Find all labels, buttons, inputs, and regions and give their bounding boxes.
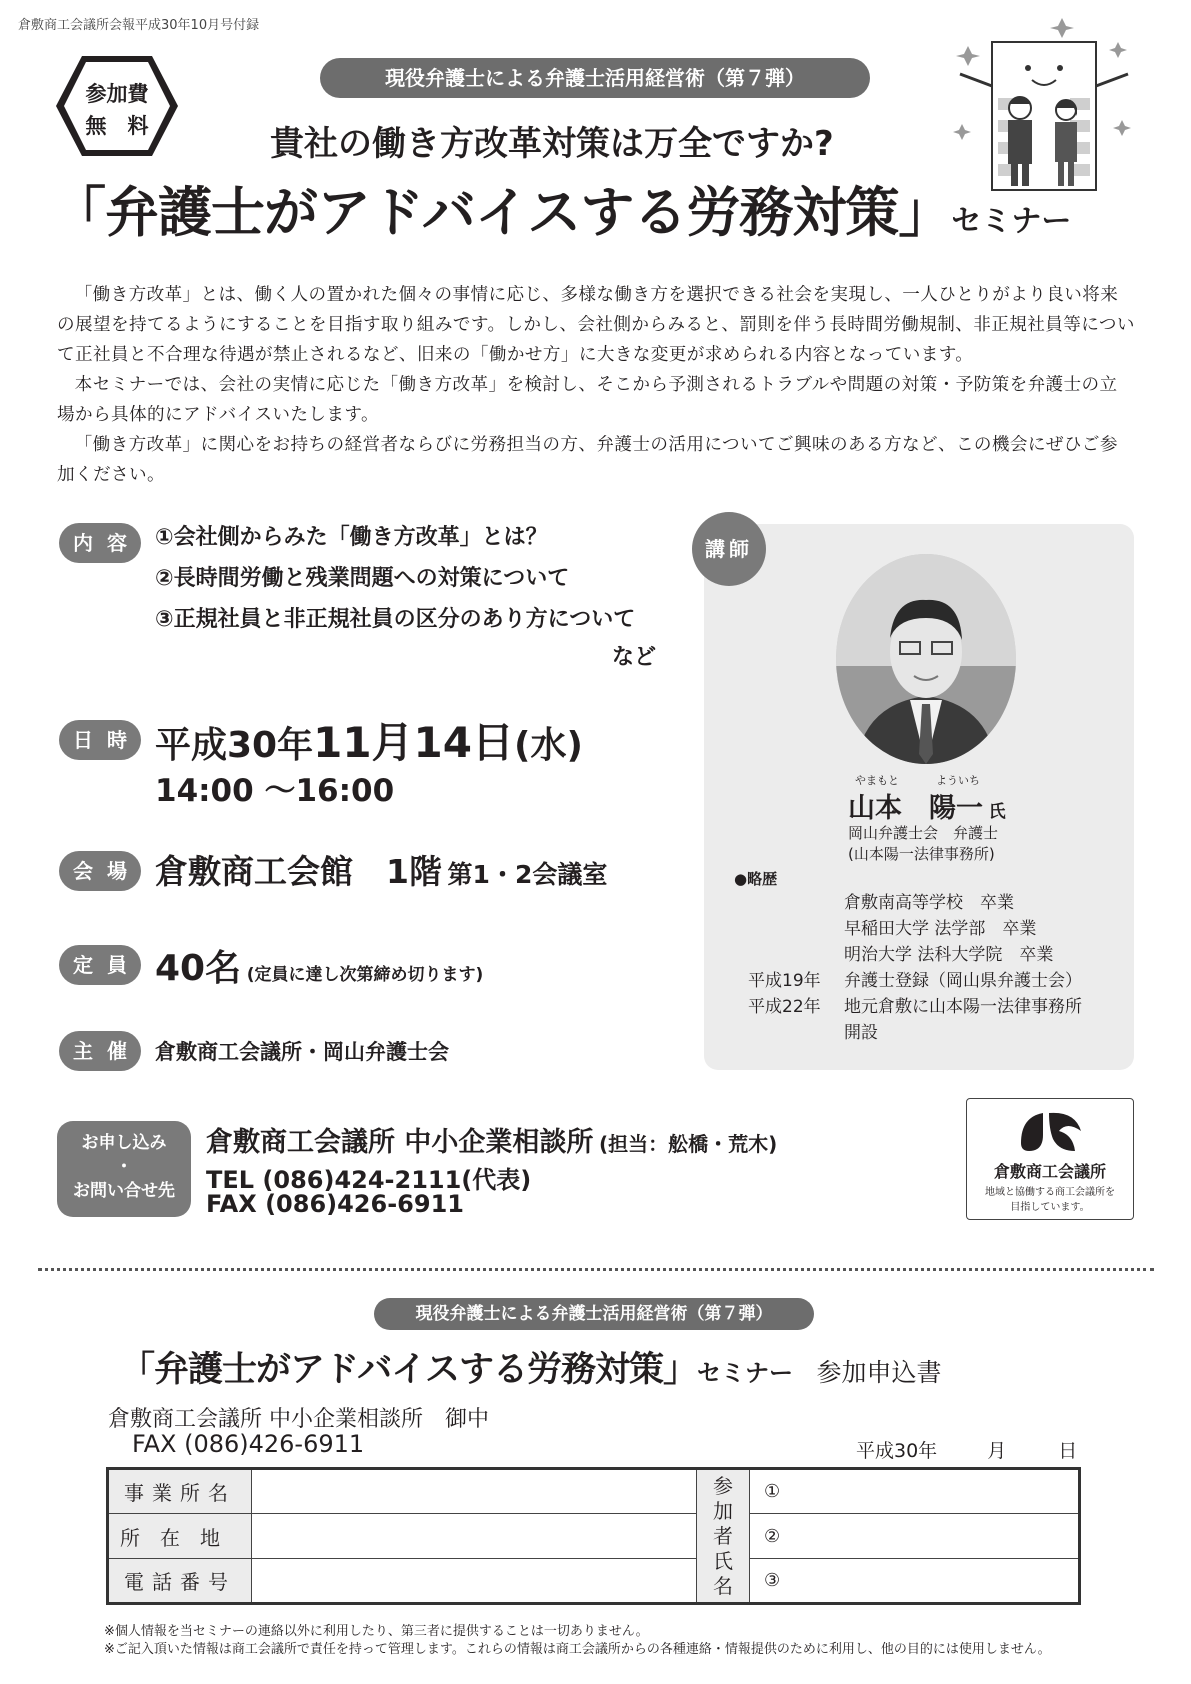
subtitle: 貴社の働き方改革対策は万全ですか? — [270, 124, 834, 164]
capacity — [155, 940, 483, 991]
content-item-1: ①会社側からみた「働き方改革」とは？ — [155, 525, 548, 550]
phone-field[interactable] — [252, 1559, 697, 1604]
badge-line2: 無 料 — [85, 114, 149, 138]
lecturer-ruby-family: やまもと — [855, 774, 899, 787]
row-label-address: 所在地 — [108, 1514, 252, 1559]
business-people-illustration — [950, 16, 1140, 196]
title-suffix: セミナー — [951, 204, 1072, 239]
application-form-table — [106, 1467, 1081, 1605]
chamber-logo-icon — [1015, 1107, 1087, 1155]
event-time: 14:00 ～16:00 — [155, 773, 395, 809]
intro-paragraph-1: 「働き方改革」とは、働く人の置かれた個々の事情に応じ、多様な働き方を選択できる社会を実現し、一人ひとりがより良い将来の展望を持てるようにすることを目指す取り組みです。しかし、会社側からみると、罰則を伴う長時間労働規制、非正規社員等について正社員と不合理な待遇が禁止されるなど、旧来の「働かせ方」に大きな変更が求められる内容となっています。 — [57, 285, 1135, 365]
venue-place: 倉敷商工会館 1階 — [155, 852, 442, 891]
career-row: 明治大学 法科大学院 卒業 — [844, 945, 1054, 965]
free-badge — [56, 56, 178, 156]
contact-org: 倉敷商工会議所 中小企業相談所 (担当：舩橋・荒木) — [206, 1127, 778, 1158]
organizer-value: 倉敷商工会議所・岡山弁護士会 — [155, 1040, 449, 1064]
address-field[interactable] — [252, 1514, 697, 1559]
page-title — [52, 170, 1071, 247]
privacy-note-1: ※個人情報を当セミナーの連絡以外に利用したり、第三者に提供することは一切ありません。 — [104, 1624, 649, 1639]
title-main: 「弁護士がアドバイスする労務対策」 — [52, 181, 952, 244]
content-item-2: ②長時間労働と残業問題への対策について — [155, 566, 570, 591]
lecturer-label: 講師 — [692, 512, 766, 586]
venue-room: 第1・2会議室 — [447, 860, 608, 889]
lecturer-photo — [836, 554, 1016, 764]
contact-fax: FAX (086)426-6911 — [206, 1190, 464, 1218]
lecturer-ruby-given: よういち — [936, 774, 980, 787]
form-title: 「弁護士がアドバイスする労務対策」セミナー 参加申込書 — [120, 1350, 942, 1390]
form-to-line: 倉敷商工会議所 中小企業相談所 御中 — [108, 1407, 489, 1432]
supplement-note: 倉敷商工会議所会報平成30年10月号付録 — [18, 18, 260, 33]
participant-field-2[interactable]: ② — [750, 1514, 1080, 1559]
venue — [155, 846, 607, 893]
lecturer-affiliation1: 岡山弁護士会 弁護士 — [848, 824, 999, 842]
datetime-label: 日時 — [59, 720, 141, 760]
date-weekday: (水) — [514, 725, 583, 766]
form-fax-line: FAX (086)426-6911 — [132, 1430, 365, 1458]
row-label-phone: 電話番号 — [108, 1559, 252, 1604]
venue-label: 会場 — [59, 851, 141, 891]
contact-label: お申し込み ・ お問い合せ先 — [57, 1121, 191, 1217]
contact-tel: TEL (086)424-2111(代表) — [206, 1166, 532, 1194]
content-label: 内容 — [59, 523, 141, 563]
chamber-logo-box — [966, 1098, 1134, 1220]
row-label-business-name: 事業所名 — [108, 1469, 252, 1514]
participants-label: 参加者氏名 — [697, 1469, 750, 1604]
series-pill: 現役弁護士による弁護士活用経営術（第７弾） — [320, 58, 870, 98]
badge-line1: 参加費 — [85, 82, 149, 106]
date-prefix: 平成30年 — [155, 725, 314, 766]
capacity-note: (定員に達し次第締め切ります) — [246, 965, 484, 985]
career-row: 倉敷南高等学校 卒業 — [844, 893, 1014, 913]
participant-field-3[interactable]: ③ — [750, 1559, 1080, 1604]
date-main: 11月14日 — [313, 718, 515, 767]
lecturer-name — [848, 786, 1006, 825]
lecturer-portrait-icon — [836, 554, 1016, 764]
form-date: 平成30年 月 日 — [856, 1440, 1078, 1462]
logo-tagline1: 地域と協働する商工会議所を — [985, 1187, 1115, 1198]
cut-line-divider — [38, 1268, 1154, 1271]
form-series-pill: 現役弁護士による弁護士活用経営術（第７弾） — [374, 1298, 814, 1330]
intro-text — [57, 280, 1135, 490]
capacity-label: 定員 — [59, 945, 141, 985]
lecturer-honorific: 氏 — [988, 802, 1006, 822]
lecturer-name-text: 山本 陽一 — [848, 793, 983, 824]
business-name-field[interactable] — [252, 1469, 697, 1514]
capacity-count: 40名 — [155, 948, 242, 989]
career-row: 早稲田大学 法学部 卒業 — [844, 919, 1037, 939]
intro-paragraph-3: 「働き方改革」に関心をお持ちの経営者ならびに労務担当の方、弁護士の活用についてご興味のある方など、この機会にぜひご参加ください。 — [57, 435, 1118, 485]
participant-field-1[interactable]: ① — [750, 1469, 1080, 1514]
logo-name: 倉敷商工会議所 — [993, 1162, 1106, 1181]
career-list — [748, 890, 1082, 1046]
logo-tagline2: 目指しています。 — [1010, 1202, 1090, 1213]
organizer-label: 主催 — [59, 1031, 141, 1071]
career-row: 平成22年 地元倉敷に山本陽一法律事務所 — [748, 997, 1082, 1017]
privacy-note-2: ※ご記入頂いた情報は商工会議所で責任を持って管理します。これらの情報は商工会議所からの各種連絡・情報提供のために利用し、他の目的には使用しません。 — [104, 1642, 1051, 1657]
career-row: 平成19年 弁護士登録（岡山県弁護士会） — [748, 971, 1082, 991]
event-date — [155, 710, 583, 770]
career-row: 開設 — [844, 1023, 878, 1043]
content-item-3: ③正規社員と非正規社員の区分のあり方について — [155, 607, 636, 632]
career-label: ●略歴 — [734, 870, 778, 888]
intro-paragraph-2: 本セミナーでは、会社の実情に応じた「働き方改革」を検討し、そこから予測されるトラブルや問題の対策・予防策を弁護士の立場から具体的にアドバイスいたします。 — [57, 375, 1118, 425]
content-etc: など — [612, 645, 657, 670]
lecturer-affiliation2: (山本陽一法律事務所) — [848, 845, 995, 863]
